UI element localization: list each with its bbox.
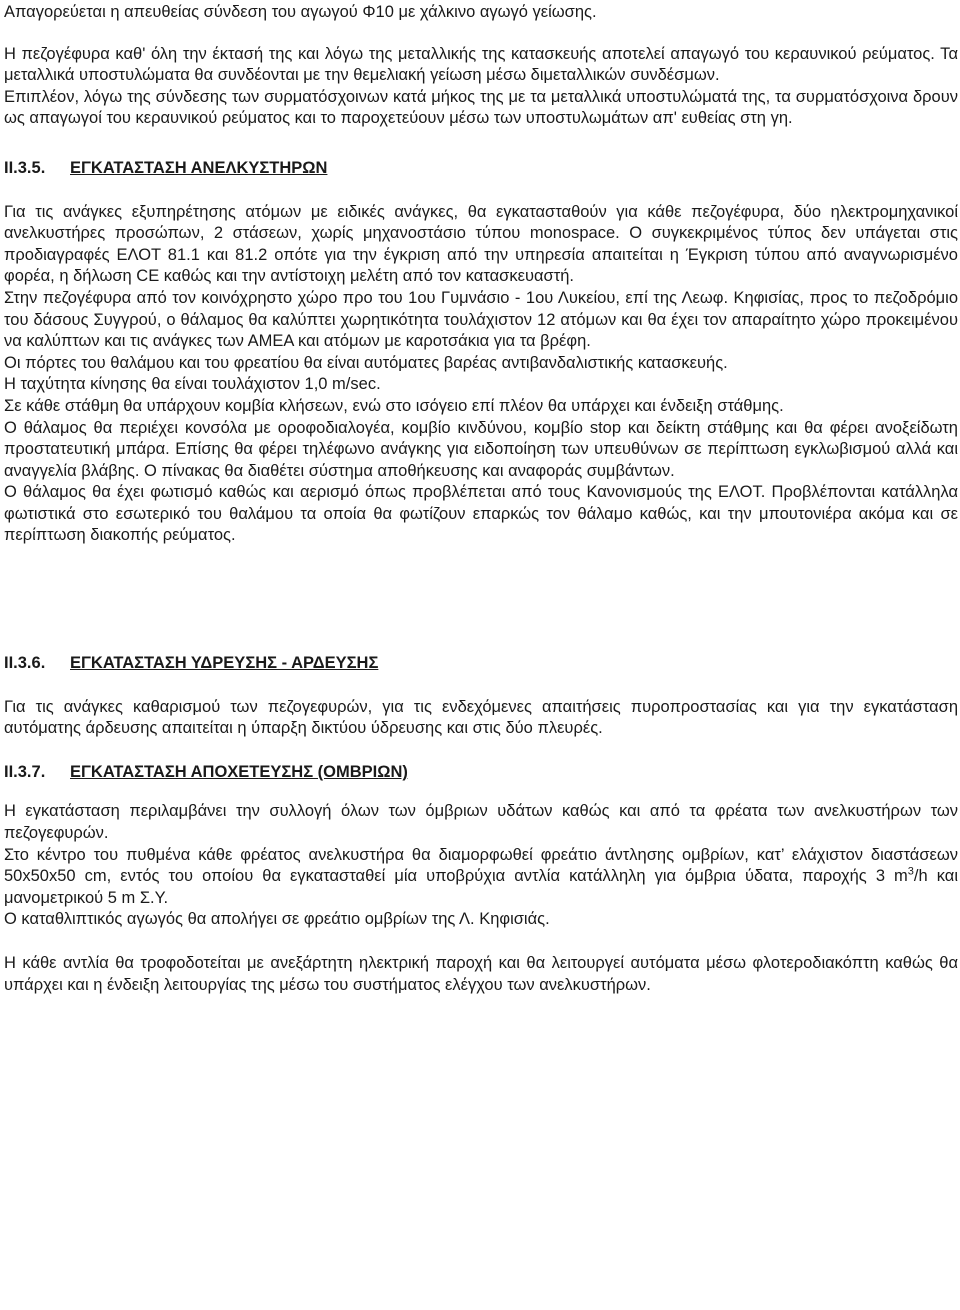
paragraph-elevator-capacity: Στην πεζογέφυρα από τον κοινόχρηστο χώρο προ του 1ου Γυμνάσιο - 1ου Λυκείου, επί της Λεωφ. Κηφισίας, προς το πεζοδρόμιο του δάσους Συγγρού, ο θάλαμος θα καλύπτει χωρητικότητα τουλάχιστον 12 ατόμων και θα έχει τον απαραίτητο χώρο προκειμένου να καλύπτων και τις ανάγκες των ΑΜΕΑ και ατόμων με καροτσάκια για τα βρέφη.: [4, 288, 958, 351]
section-heading-water-supply: [4, 653, 958, 675]
pump-pit-text-end: /h και μανομετρικού 5 m Σ.Υ.: [4, 867, 958, 907]
section-number: ΙΙ.3.5.: [4, 158, 46, 177]
section-heading-elevators: [4, 158, 958, 180]
paragraph-pump-pit: [4, 845, 958, 910]
paragraph-cabin-console: Ο θάλαμος θα περιέχει κονσόλα με οροφοδιαλογέα, κομβίο κινδύνου, κομβίο stop και δείκτη στάθμης και θα φέρει ανοξείδωτη προστατευτική μπάρα. Επίσης θα φέρει τηλέφωνο ανάγκης για ειδοποίηση των υπευθύνων σε περίπτωση εγκλωβισμού αλλά και αναγγελία βλάβης. Ο πίνακας θα διαθέτει σύστημα αποθήκευσης και αναφοράς συμβάντων.: [4, 418, 958, 480]
section-number: ΙΙ.3.6.: [4, 654, 46, 673]
paragraph-elevator-speed: Η ταχύτητα κίνησης θα είναι τουλάχιστον 1,0 m/sec.: [4, 375, 381, 394]
paragraph-copper-grounding: Απαγορεύεται η απευθείας σύνδεση του αγωγού Φ10 με χάλκινο αγωγό γείωσης.: [4, 3, 597, 21]
paragraph-drainage-collection: Η εγκατάσταση περιλαμβάνει την συλλογή όλων των όμβριων υδάτων καθώς και από τα φρέατα των ανελκυστήρων των πεζογεφυρών.: [4, 802, 958, 843]
section-number: ΙΙ.3.7.: [4, 762, 46, 781]
paragraph-water-supply: Για τις ανάγκες καθαρισμού των πεζογεφυρών, για τις ενδεχόμενες απαιτήσεις πυροπροστασίας και για την εγκατάσταση αυτόματης άρδευσης απαιτείται η ύπαρξη δικτύου ύδρευσης και στις δύο πλευρές.: [4, 697, 958, 738]
paragraph-call-buttons: Σε κάθε στάθμη θα υπάρχουν κομβία κλήσεων, ενώ στο ισόγειο επί πλέον θα υπάρχει και ένδειξη στάθμης.: [4, 396, 784, 415]
paragraph-elevators-intro: Για τις ανάγκες εξυπηρέτησης ατόμων με ειδικές ανάγκες, θα εγκατασταθούν για κάθε πεζογέφυρα, δύο ηλεκτρομηχανικοί ανελκυστήρες προσώπων, 2 στάσεων, χωρίς μηχανοστάσιο τύπου monospace. Ο συγκεκριμένος τύπος δεν υπάγεται στις προδιαγραφές ΕΛΟΤ 81.1 και 81.2 οπότε για την έγκριση από την υπηρεσία απαιτείται η Έγκριση τύπου από αναγνωρισμένο φορέα, η δήλωση CE καθώς και την αντίστοιχη μελέτη από τον κατασκευαστή.: [4, 202, 958, 286]
paragraph-lightning-conductor: Η πεζογέφυρα καθ' όλη την έκτασή της και λόγω της μεταλλικής της κατασκευής αποτελεί απαγωγό του κεραυνικού ρεύματος. Τα μεταλλικά υποστυλώματα θα συνδέονται με την θεμελιακή γείωση μέσω διμεταλλικών συνδέσμων.: [4, 44, 958, 85]
paragraph-cabin-lighting: Ο θάλαμος θα έχει φωτισμό καθώς και αερισμό όπως προβλέπεται από τους Κανονισμούς της ΕΛΟΤ. Προβλέπονται κατάλληλα φωτιστικά στο εσωτερικό του θαλάμου τα οποία θα φωτίζουν επαρκώς τον θάλαμο καθώς, και την μπουτονιέρα ακόμα και σε περίπτωση διακοπής ρεύματος.: [4, 483, 958, 545]
section-title: ΕΓΚΑΤΑΣΤΑΣΗ ΑΝΕΛΚΥΣΤΗΡΩΝ: [70, 158, 328, 177]
pump-pit-text: Στο κέντρο του πυθμένα κάθε φρέατος ανελκυστήρα θα διαμορφωθεί φρεάτιο άντλησης ομβρίων, κατ’ ελάχιστον διαστάσεων 50x50x50 cm, εντός του οποίου θα εγκατασταθεί μία υποβρύχια αντλία κατάλληλη για όμβρια ύδατα, παροχής 3 m: [4, 845, 958, 886]
paragraph-pump-power: Η κάθε αντλία θα τροφοδοτείται με ανεξάρτητη ηλεκτρική παροχή και θα λειτουργεί αυτόματα μέσω φλοτεροδιακόπτη καθώς θα υπάρχει και η ένδειξη λειτουργίας της μέσω του συστήματος ελέγχου των ανελκυστήρων.: [4, 954, 958, 994]
cubic-superscript: 3: [907, 865, 914, 878]
paragraph-discharge-pipe: Ο καταθλιπτικός αγωγός θα απολήγει σε φρεάτιο ομβρίων της Λ. Κηφισιάς.: [4, 910, 550, 929]
section-title: ΕΓΚΑΤΑΣΤΑΣΗ ΥΔΡΕΥΣΗΣ - ΑΡΔΕΥΣΗΣ: [70, 654, 379, 673]
paragraph-wire-ropes: Επιπλέον, λόγω της σύνδεσης των συρματόσχοινων κατά μήκος της με τα μεταλλικά υποστυλώματά της, τα συρματόσχοινα δρουν ως απαγωγοί του κεραυνικού ρεύματος και το παροχετεύουν μέσω των υποστυλωμάτων απ' ευθείας στη γη.: [4, 87, 958, 128]
paragraph-elevator-doors: Οι πόρτες του θαλάμου και του φρεατίου θα είναι αυτόματες βαρέας αντιβανδαλιστικής κατασκευής.: [4, 353, 728, 372]
section-title: ΕΓΚΑΤΑΣΤΑΣΗ ΑΠΟΧΕΤΕΥΣΗΣ (ΟΜΒΡΙΩΝ): [70, 762, 408, 781]
section-heading-drainage: [4, 762, 958, 784]
